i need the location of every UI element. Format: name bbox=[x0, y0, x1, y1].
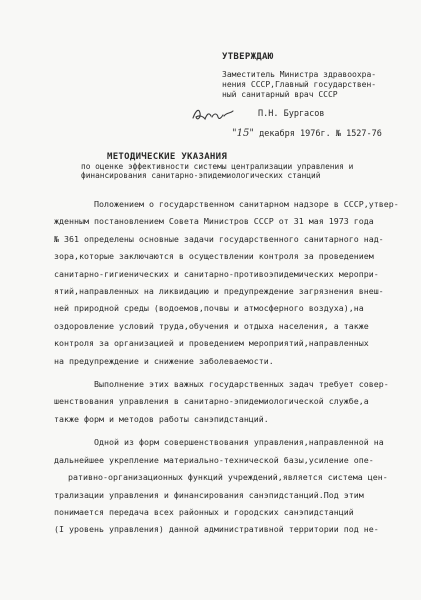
body-line: № 361 определены основные задачи государственного санитарного над- bbox=[54, 233, 384, 244]
approver-line: Заместитель Министра здравоохра- bbox=[222, 70, 377, 79]
approver-line: ный санитарный врач СССР bbox=[222, 90, 338, 99]
approval-stamp-heading: УТВЕРЖДАЮ bbox=[222, 52, 274, 62]
body-line: Положением о государственном санитарном надзоре в СССР,утвер- bbox=[94, 199, 399, 209]
body-line: также форм и методов работы санэпидстанций. bbox=[54, 413, 269, 424]
document-subtitle bbox=[81, 162, 401, 180]
body-line: (I уровень управления) данной административной территории под не- bbox=[54, 524, 379, 535]
body-line: Одной из форм совершенствования управления,направленной на bbox=[94, 437, 384, 448]
approver-title bbox=[222, 70, 412, 100]
order-date-line bbox=[232, 128, 382, 139]
body-line: ней природной среды (водоемов,почвы и атмосферного воздуха),на bbox=[54, 303, 364, 314]
body-line: Выполнение этих важных государственных задач требует совер- bbox=[94, 379, 389, 390]
body-line: зора,которые заключаются в осуществлении контроля за проведением bbox=[54, 251, 374, 262]
subtitle-line: по оценке эффективности системы централизации управления и bbox=[81, 162, 354, 171]
body-line: на предупреждение и снижение заболеваемости. bbox=[54, 355, 274, 366]
body-line: контроля за организацией и проведением мероприятий,направленных bbox=[54, 338, 369, 349]
approver-line: нения СССР,Главный государствен- bbox=[222, 80, 377, 89]
signatory-name: П.Н. Бургасов bbox=[258, 109, 325, 119]
body-text bbox=[54, 196, 402, 539]
body-line: дальнейшее укрепление материально-технической базы,усиление опе- bbox=[54, 454, 374, 465]
subtitle-line: финансирования санитарно-эпидемиологических станций bbox=[81, 171, 321, 180]
body-line: трализации управления и финансирования санэпидстанций.Под этим bbox=[54, 489, 364, 500]
handwritten-day: "15" bbox=[232, 128, 254, 139]
body-line: понимается передача всех районных и городских санэпидстанций bbox=[54, 506, 354, 517]
body-line: жденным постановлением Совета Министров СССР от 31 мая 1973 года bbox=[54, 216, 374, 227]
body-line: ративно-организационных функций учреждений,является система цен- bbox=[68, 472, 388, 483]
handwritten-signature bbox=[190, 104, 236, 126]
body-line: санитарно-гигиенических и санитарно-противоэпидемических меропри- bbox=[54, 268, 379, 279]
body-line: шенствования управления в санитарно-эпидемиологической службе,а bbox=[54, 396, 369, 407]
document-title: МЕТОДИЧЕСКИЕ УКАЗАНИЯ bbox=[107, 152, 228, 162]
body-line: ятий,направленных на ликвидацию и предупреждение загрязнения внеш- bbox=[54, 286, 384, 297]
body-line: оздоровление условий труда,обучения и отдыха населения, а также bbox=[54, 320, 369, 331]
order-date-text: декабря 1976г. № 1527-76 bbox=[259, 129, 382, 139]
